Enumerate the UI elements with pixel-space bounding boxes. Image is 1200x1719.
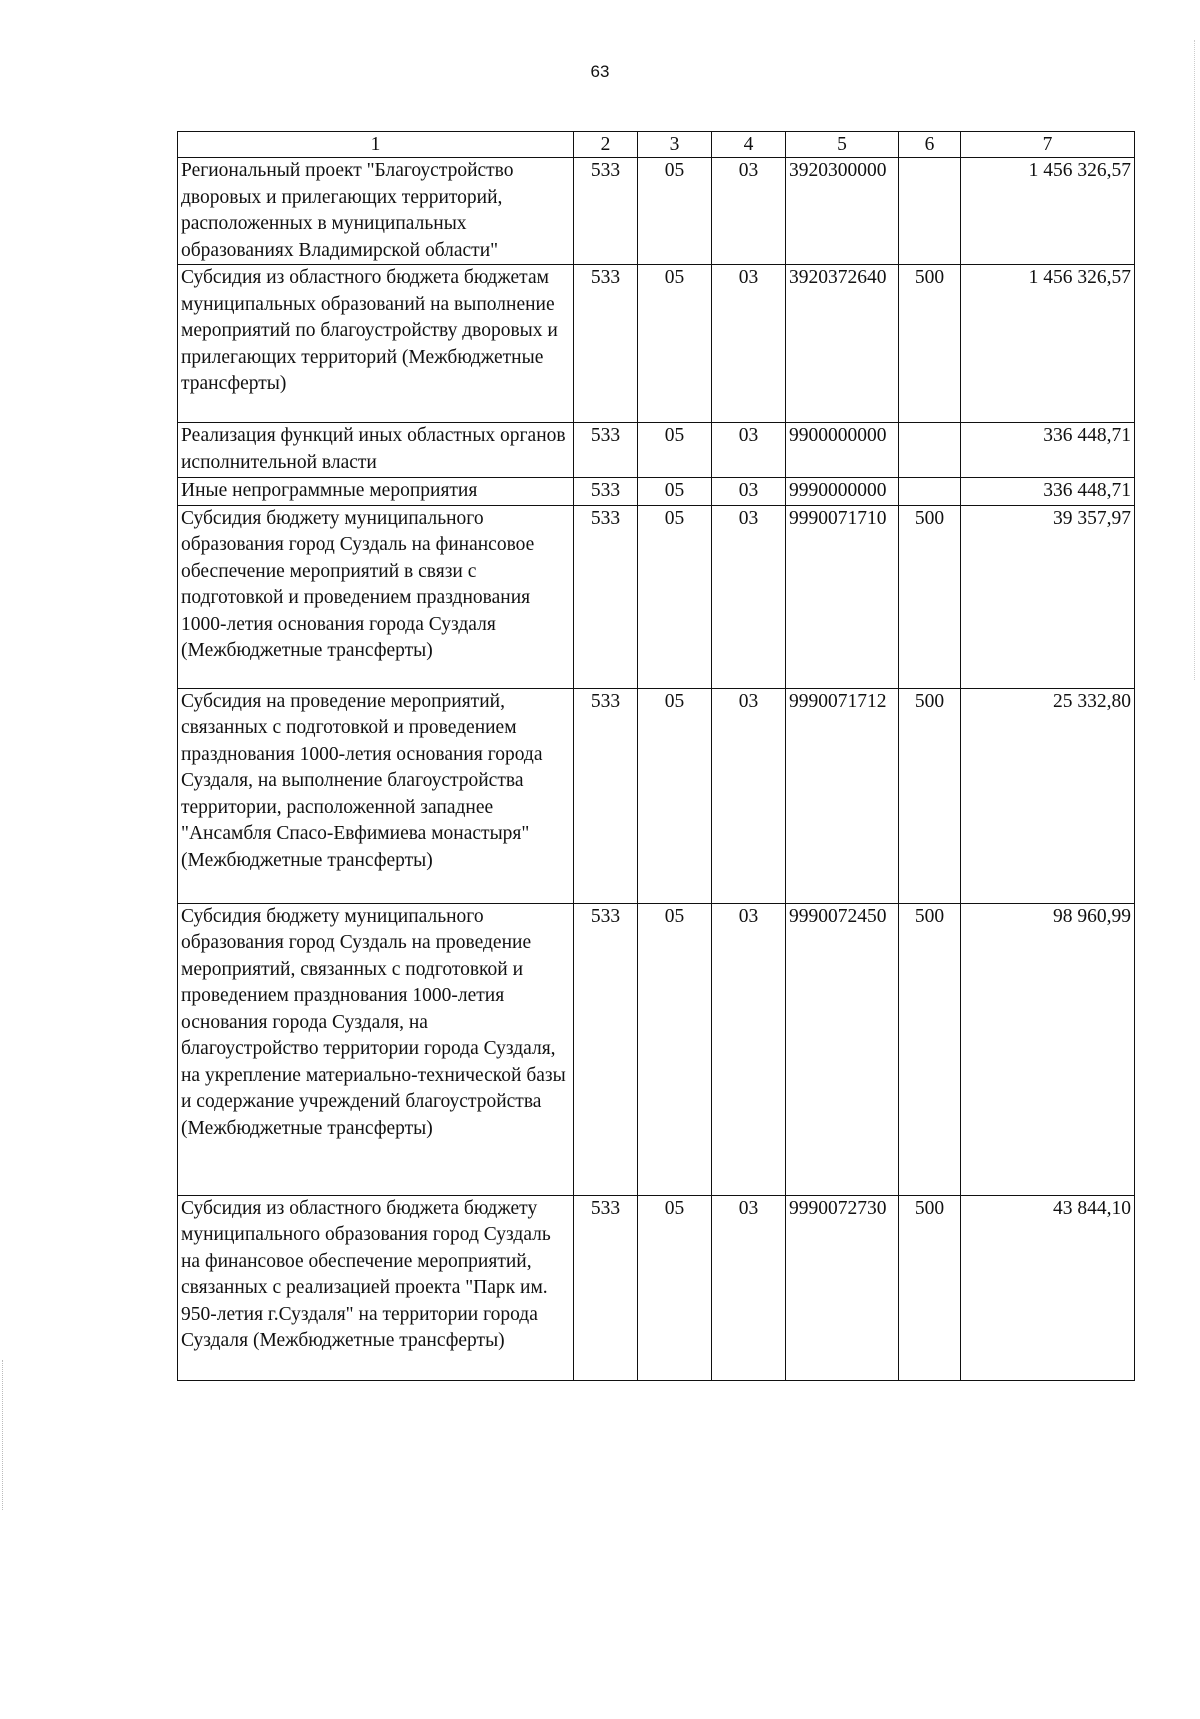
row-c4: 03 — [712, 1195, 786, 1380]
row-name: Реализация функций иных областных органов исполнительной власти — [178, 423, 574, 478]
row-c6 — [899, 478, 961, 506]
row-c4: 03 — [712, 505, 786, 688]
row-c5: 9990072730 — [786, 1195, 899, 1380]
column-header-1: 1 — [178, 132, 574, 158]
row-c2: 533 — [574, 903, 638, 1195]
row-c6: 500 — [899, 1195, 961, 1380]
row-c6: 500 — [899, 903, 961, 1195]
row-c3: 05 — [638, 688, 712, 903]
row-c6: 500 — [899, 688, 961, 903]
row-c3: 05 — [638, 903, 712, 1195]
row-c4: 03 — [712, 423, 786, 478]
row-name: Субсидия из областного бюджета бюджетам муниципальных образований на выполнение мероприятий по благоустройству дворовых и прилегающих территорий (Межбюджетные трансферты) — [178, 265, 574, 423]
row-c5: 9990072450 — [786, 903, 899, 1195]
row-c3: 05 — [638, 265, 712, 423]
row-c3: 05 — [638, 423, 712, 478]
row-c2: 533 — [574, 688, 638, 903]
row-name: Субсидия на проведение мероприятий, связанных с подготовкой и проведением празднования 1000-летия основания города Суздаля, на выполнение благоустройства территории, расположенной западнее "Ансамбля Спасо-Евфимиева монастыря" (Межбюджетные трансферты) — [178, 688, 574, 903]
row-c6 — [899, 423, 961, 478]
row-name: Субсидия бюджету муниципального образования город Суздаль на финансовое обеспечение мероприятий в связи с подготовкой и проведением празднования 1000-летия основания города Суздаля (Межбюджетные трансферты) — [178, 505, 574, 688]
table-row — [178, 688, 1135, 903]
column-header-2: 2 — [574, 132, 638, 158]
row-c2: 533 — [574, 478, 638, 506]
row-c5: 9990071710 — [786, 505, 899, 688]
row-name: Субсидия бюджету муниципального образования город Суздаль на проведение мероприятий, связанных с подготовкой и проведением празднования 1000-летия основания города Суздаля, на благоустройство территории города Суздаля, на укрепление материально-технической базы и содержание учреждений благоустройства (Межбюджетные трансферты) — [178, 903, 574, 1195]
row-name: Региональный проект "Благоустройство дворовых и прилегающих территорий, расположенных в муниципальных образованиях Владимирской области" — [178, 158, 574, 265]
row-c7: 98 960,99 — [961, 903, 1135, 1195]
row-c2: 533 — [574, 423, 638, 478]
table-row — [178, 265, 1135, 423]
table-row — [178, 423, 1135, 478]
row-c5: 3920372640 — [786, 265, 899, 423]
row-c7: 1 456 326,57 — [961, 265, 1135, 423]
row-c3: 05 — [638, 158, 712, 265]
row-c2: 533 — [574, 158, 638, 265]
page-number: 63 — [590, 62, 610, 81]
row-c7: 43 844,10 — [961, 1195, 1135, 1380]
header-row — [178, 132, 1135, 158]
row-c4: 03 — [712, 478, 786, 506]
budget-table — [177, 131, 1135, 1381]
row-c4: 03 — [712, 688, 786, 903]
row-c6: 500 — [899, 505, 961, 688]
row-c4: 03 — [712, 265, 786, 423]
row-c3: 05 — [638, 1195, 712, 1380]
table-row — [178, 1195, 1135, 1380]
row-c2: 533 — [574, 1195, 638, 1380]
row-c2: 533 — [574, 505, 638, 688]
table-row — [178, 478, 1135, 506]
row-name: Иные непрограммные мероприятия — [178, 478, 574, 506]
row-c5: 3920300000 — [786, 158, 899, 265]
row-c3: 05 — [638, 478, 712, 506]
table-row — [178, 903, 1135, 1195]
scan-edge-marks-left — [2, 1360, 5, 1510]
row-c7: 1 456 326,57 — [961, 158, 1135, 265]
row-c4: 03 — [712, 903, 786, 1195]
row-c7: 25 332,80 — [961, 688, 1135, 903]
column-header-7: 7 — [961, 132, 1135, 158]
scan-edge-marks-right — [1194, 40, 1197, 680]
row-c5: 9990071712 — [786, 688, 899, 903]
table-row — [178, 158, 1135, 265]
row-c7: 336 448,71 — [961, 423, 1135, 478]
column-header-6: 6 — [899, 132, 961, 158]
table-row — [178, 505, 1135, 688]
row-c3: 05 — [638, 505, 712, 688]
column-header-3: 3 — [638, 132, 712, 158]
column-header-5: 5 — [786, 132, 899, 158]
row-c6: 500 — [899, 265, 961, 423]
row-c7: 39 357,97 — [961, 505, 1135, 688]
column-header-4: 4 — [712, 132, 786, 158]
row-c2: 533 — [574, 265, 638, 423]
row-name: Субсидия из областного бюджета бюджету муниципального образования город Суздаль на финансовое обеспечение мероприятий, связанных с реализацией проекта "Парк им. 950-летия г.Суздаля" на территории города Суздаля (Межбюджетные трансферты) — [178, 1195, 574, 1380]
row-c6 — [899, 158, 961, 265]
row-c5: 9990000000 — [786, 478, 899, 506]
row-c7: 336 448,71 — [961, 478, 1135, 506]
row-c5: 9900000000 — [786, 423, 899, 478]
row-c4: 03 — [712, 158, 786, 265]
